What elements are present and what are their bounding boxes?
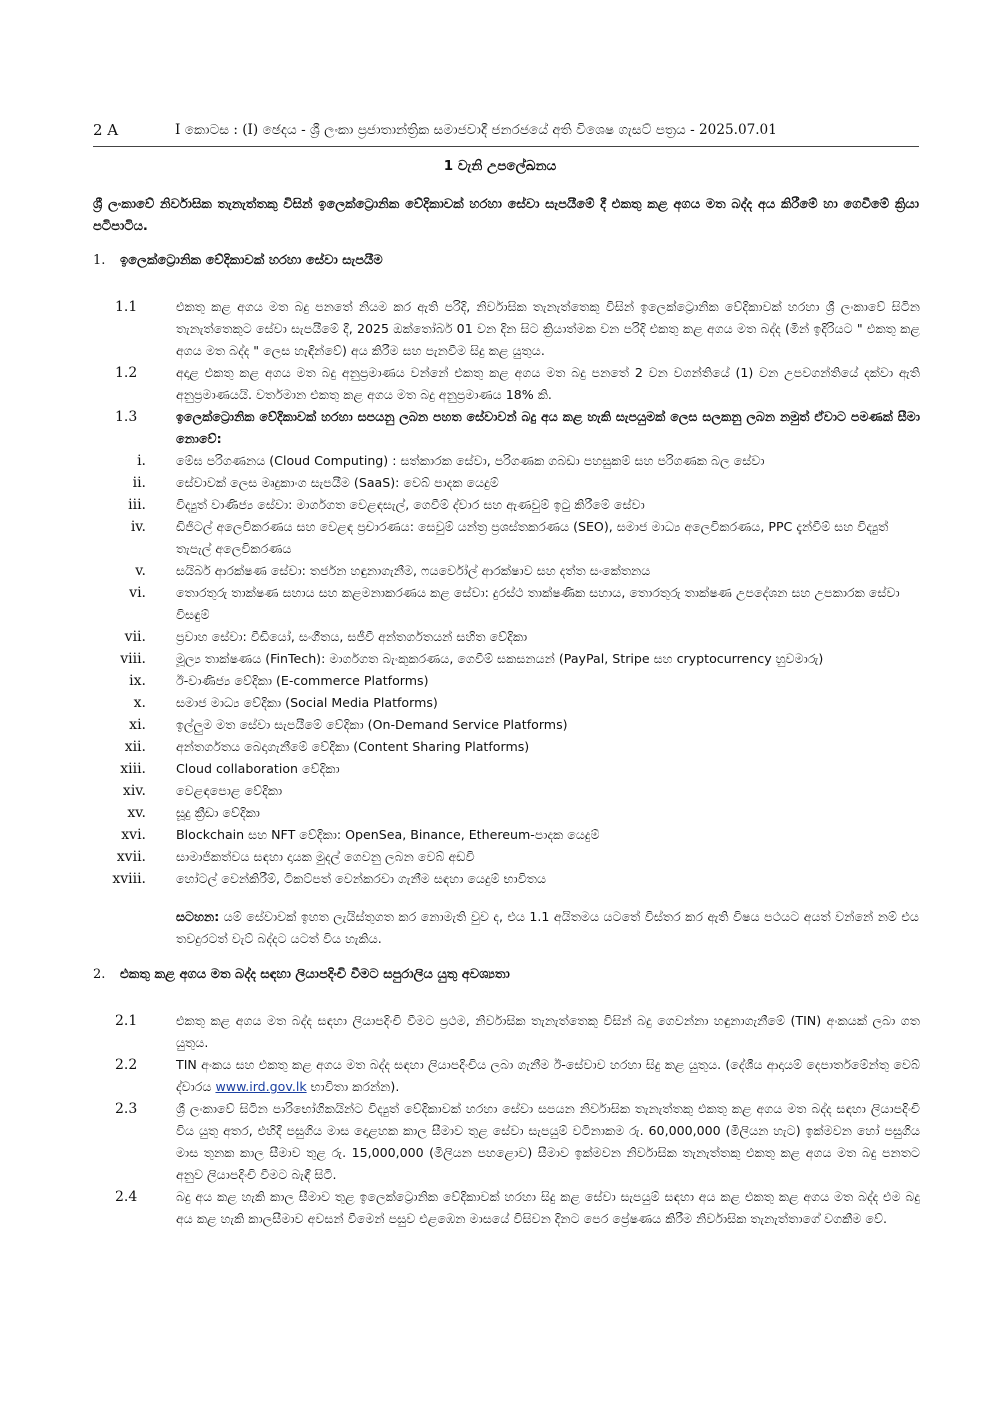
list-item-text: Blockchain සහ NFT වේදිකා: OpenSea, Binance, Ethereum-පාදක යෙදුම් xyxy=(176,827,600,842)
page-number: 2 A xyxy=(93,121,119,139)
paragraph-number: 2.2 xyxy=(115,1057,138,1073)
paragraph-text: ඉලෙක්ට්‍රොනික වේදිකාවක් හරහා සපයනු ලබන පහත සේවාවන් බදු අය කළ හැකි සැපයුමක් ලෙස සලකනු ලබන නමුත් ඒවාට පමණක් සීමා නොවේ: xyxy=(176,409,920,446)
paragraph-number: 2.3 xyxy=(115,1101,138,1117)
list-item xyxy=(93,780,919,802)
section-1-title: ඉලෙක්ට්‍රොනික වේදිකාවක් හරහා සේවා සැපයීම xyxy=(120,253,383,268)
section-1-number: 1. xyxy=(93,253,106,268)
list-item xyxy=(93,626,919,648)
list-item-number: i. xyxy=(137,453,146,469)
list-item-text: සයිබර් ආරක්ෂණ සේවා: තර්ජන හඳුනාගැනීම, ෆයර්වෝල් ආරක්ෂාව සහ දත්ත සංකේතනය xyxy=(176,563,651,578)
paragraph-number: 2.4 xyxy=(115,1189,138,1205)
list-item-number: xv. xyxy=(127,805,146,821)
list-item xyxy=(93,516,919,560)
list-item-text: හෝටල් වෙන්කිරීම්, ටිකට්පත් වෙන්කරවා ගැනීම සඳහා යෙදුම් භාවිතය xyxy=(176,871,547,886)
list-item-number: xii. xyxy=(124,739,146,755)
section-2-number: 2. xyxy=(93,967,106,982)
list-item xyxy=(93,670,919,692)
list-item-number: xvi. xyxy=(121,827,146,843)
list-item-text: ඊ-වාණිජ්‍ය වේදිකා (E-commerce Platforms) xyxy=(176,673,429,688)
list-item-number: vii. xyxy=(124,629,146,645)
list-item-text: සාමාජිකත්වය සඳහා දායක මුදල් ගෙවනු ලබන වෙබ් අඩවි xyxy=(176,849,475,864)
list-item-number: xi. xyxy=(129,717,146,733)
list-item xyxy=(93,868,919,890)
list-item-text: අන්තර්ගතය බෙදාගැනීමේ වේදිකා (Content Sharing Platforms) xyxy=(176,739,530,754)
list-item-text: ඩිජිටල් අලෙවිකරණය සහ වෙළඳ ප්‍රචාරණය: සෙවුම් යන්ත්‍ර ප්‍රශස්තකරණය (SEO), සමාජ මාධ්‍ය අලෙවිකරණය, PPC දැන්වීම් සහ විද්‍යුත් තැපැල් අලෙවිකරණය xyxy=(176,519,889,556)
paragraph-text: බදු අය කළ හැකි කාල සීමාව තුළ ඉලෙක්ට්‍රොනික වේදිකාවක් හරහා සිදු කළ සේවා සැපයුම් සඳහා අය කළ එකතු කළ අගය මත බද්ද එම බදු අය කළ හැකි කාලසීමාව අවසන් වීමෙන් පසුව එළඹෙන මාසයේ විසිවන දිනට පෙර ප්‍රේෂණය කිරීම නිර්වාසික තැනැත්තාගේ වගකීම වේ. xyxy=(176,1189,920,1226)
ird-website-link[interactable]: www.ird.gov.lk xyxy=(215,1079,307,1094)
list-item-text: විද්‍යුත් වාණිජ්‍ය සේවා: මාර්ගගත වෙළඳසැල්, ගෙවීම් ද්වාර සහ ඇණවුම් ඉටු කිරීමේ සේවා xyxy=(176,497,645,512)
list-item-number: xiii. xyxy=(120,761,146,777)
list-item-number: xviii. xyxy=(112,871,146,887)
list-item-text: මේඝ පරිගණනය (Cloud Computing) : සත්කාරක සේවා, පරිගණක ගබඩා පහසුකම් සහ පරිගණක බල සේවා xyxy=(176,453,765,468)
list-item xyxy=(93,846,919,868)
list-item-text: සමාජ මාධ්‍ය වේදිකා (Social Media Platforms) xyxy=(176,695,438,710)
paragraph-text: එකතු කළ අගය මත බද්ද සඳහා ලියාපදිංචි වීමට ප්‍රථම, නිර්වාසික තැනැත්තෙකු විසින් බදු ගෙවන්නා හඳුනාගැනීමේ (TIN) අංකයක් ලබා ගත යුතුය. xyxy=(176,1013,920,1050)
list-item xyxy=(93,692,919,714)
list-item-text: සේවාවක් ලෙස මෘදුකාංග සැපයීම (SaaS): වෙබ් පාදක යෙදුම් xyxy=(176,475,499,490)
paragraph-number: 1.3 xyxy=(115,409,138,425)
paragraph-text-end: භාවිතා කරන්න). xyxy=(306,1079,400,1094)
list-item-number: viii. xyxy=(120,651,146,667)
list-item xyxy=(93,824,919,846)
list-item-number: xiv. xyxy=(122,783,146,799)
list-item xyxy=(93,736,919,758)
running-header xyxy=(93,119,919,143)
list-item-text: ප්‍රවාහ සේවා: වීඩියෝ, සංගීතය, සජීවී අන්තර්ගතයන් සහිත වේදිකා xyxy=(176,629,528,644)
list-item-number: ii. xyxy=(132,475,146,491)
gazette-header-title: I කොටස : (I) ඡෙදය - ශ්‍රී ලංකා ප්‍රජාතාන්ත්‍රික සමාජවාදී ජනරජයේ අති විශෙෂ ගැසට් පත්‍රය - 2025.07.01 xyxy=(175,122,777,138)
list-item-number: iii. xyxy=(128,497,146,513)
section-2-title: එකතු කළ අගය මත බද්ද සඳහා ලියාපදිංචි වීමට සපුරාලිය යුතු අවශ්‍යතා xyxy=(120,967,510,982)
paragraph-number: 1.1 xyxy=(115,299,138,315)
paragraph-text: ශ්‍රී ලංකාවේ සිටින පාරිභෝගිකයින්ට විද්‍යුත් වේදිකාවක් හරහා සේවා සපයන නිර්වාසික තැනැත්තකු එකතු කළ අගය මත බද්ද සඳහා ලියාපදිංචි විය යුතු අතර, එහිදී පසුගිය මාස දොළහක කාල සීමාව තුළ සේවා සැපයුම් වටිනාකම රු. 60,000,000 (මිලියන හැට) ඉක්මවන හෝ පසුගිය මාස තුනක කාල සීමාව තුළ රු. 15,000,000 (මිලියන පහළොව) සීමාව ඉක්මවන නිර්වාසික තැනැත්තකු එකතු කළ අගය මත බදු පනතට අනුව ලියාපදිංචි වීමට බැඳී සිටී. xyxy=(176,1101,920,1182)
list-item xyxy=(93,648,919,670)
header-rule xyxy=(93,146,919,147)
paragraph-text: අදාළ එකතු කළ අගය මත බදු අනුප්‍රමාණය වන්නේ එකතු කළ අගය මත බදු පනතේ 2 වන වගන්තියේ (1) වන උපවගන්තියේ දක්වා ඇති අනුප්‍රමාණයයි. වර්තමාන එකතු කළ අගය මත බදු අනුප්‍රමාණය 18% කි. xyxy=(176,365,920,402)
list-item-text: Cloud collaboration වේදිකා xyxy=(176,761,340,776)
list-item-text: තොරතුරු තාක්ෂණ සහාය සහ කළමනාකරණය කළ සේවා: දුරස්ථ තාක්ෂණික සහාය, තොරතුරු තාක්ෂණ උපදේශන සහ උපකාරක සේවා විසඳුම් xyxy=(176,585,900,622)
list-item-text: සූදු ක්‍රීඩා වේදිකා xyxy=(176,805,260,820)
list-item-number: x. xyxy=(133,695,146,711)
list-item-number: ix. xyxy=(129,673,146,689)
list-item xyxy=(93,714,919,736)
list-item-number: xvii. xyxy=(116,849,146,865)
schedule-title: 1 වැනි උපලේඛනය xyxy=(443,158,557,174)
list-item xyxy=(93,560,919,582)
section-2-heading xyxy=(93,964,919,986)
paragraph-number: 2.1 xyxy=(115,1013,138,1029)
list-item-number: vi. xyxy=(129,585,146,601)
intro-heading: ශ්‍රී ලංකාවේ නිර්වාසික තැනැත්තකු විසින් ඉලෙක්ට්‍රොනික වේදිකාවක් හරහා සේවා සැපයීමේ දී එකතු කළ අගය මත බද්ද අය කිරීමේ හා ගෙවීමේ ක්‍රියා පටිපාටිය. xyxy=(93,197,919,234)
paragraph-text xyxy=(176,1054,920,1098)
list-item-number: v. xyxy=(135,563,146,579)
note-label: සටහන: xyxy=(176,909,220,924)
note-text: යම් සේවාවක් ඉහත ලැයිස්තුගත කර නොමැති වුව ද, එය 1.1 අයිතමය යටතේ විස්තර කර ඇති විෂය පථයට අයත් වන්නේ නම් එය තවදුරටත් වැට් බද්දට යටත් විය හැකිය. xyxy=(176,909,919,946)
note xyxy=(176,906,919,950)
list-item-text: වෙළඳපොළ වේදිකා xyxy=(176,783,283,798)
list-item xyxy=(93,582,919,626)
list-item xyxy=(93,758,919,780)
list-item xyxy=(93,450,919,472)
list-item xyxy=(93,494,919,516)
paragraph-text-start: TIN අංකය සහ එකතු කළ අගය මත බද්ද සඳහා ලියාපදිංචිය ලබා ගැනීම ඊ-සේවාව හරහා සිදු කළ යුතුය. (දේශීය ආදායම් දෙපාර්තමේන්තු වෙබ් ද්වාරය xyxy=(176,1057,920,1094)
list-item xyxy=(93,802,919,824)
list-item-text: මූල්‍ය තාක්ෂණය (FinTech): මාර්ගගත බැංකුකරණය, ගෙවීම් සකසනයන් (PayPal, Stripe සහ cryptocurrency හුවමාරු) xyxy=(176,651,824,666)
paragraph-text: එකතු කළ අගය මත බදු පනතේ නියම කර ඇති පරිදි, නිර්වාසික තැනැත්තෙකු විසින් ඉලෙක්ට්‍රොනික වේදිකාවක් හරහා ශ්‍රී ලංකාවේ සිටින තැනැත්තෙකුට සේවා සැපයීමේ දී, 2025 ඔක්තෝබර් 01 වන දින සිට ක්‍රියාත්මක වන පරිදි එකතු කළ අගය මත බද්ද (මින් ඉදිරියට " එකතු කළ අගය මත බද්ද " ලෙස හැඳින්වේ) අය කිරීම සහ පැනවීම සිදු කළ යුතුය. xyxy=(176,299,920,358)
list-item-number: iv. xyxy=(130,519,146,535)
list-item-text: ඉල්ලුම මත සේවා සැපයීමේ වේදිකා (On-Demand Service Platforms) xyxy=(176,717,568,732)
section-1-heading xyxy=(93,250,919,272)
paragraph-number: 1.2 xyxy=(115,365,138,381)
list-item xyxy=(93,472,919,494)
